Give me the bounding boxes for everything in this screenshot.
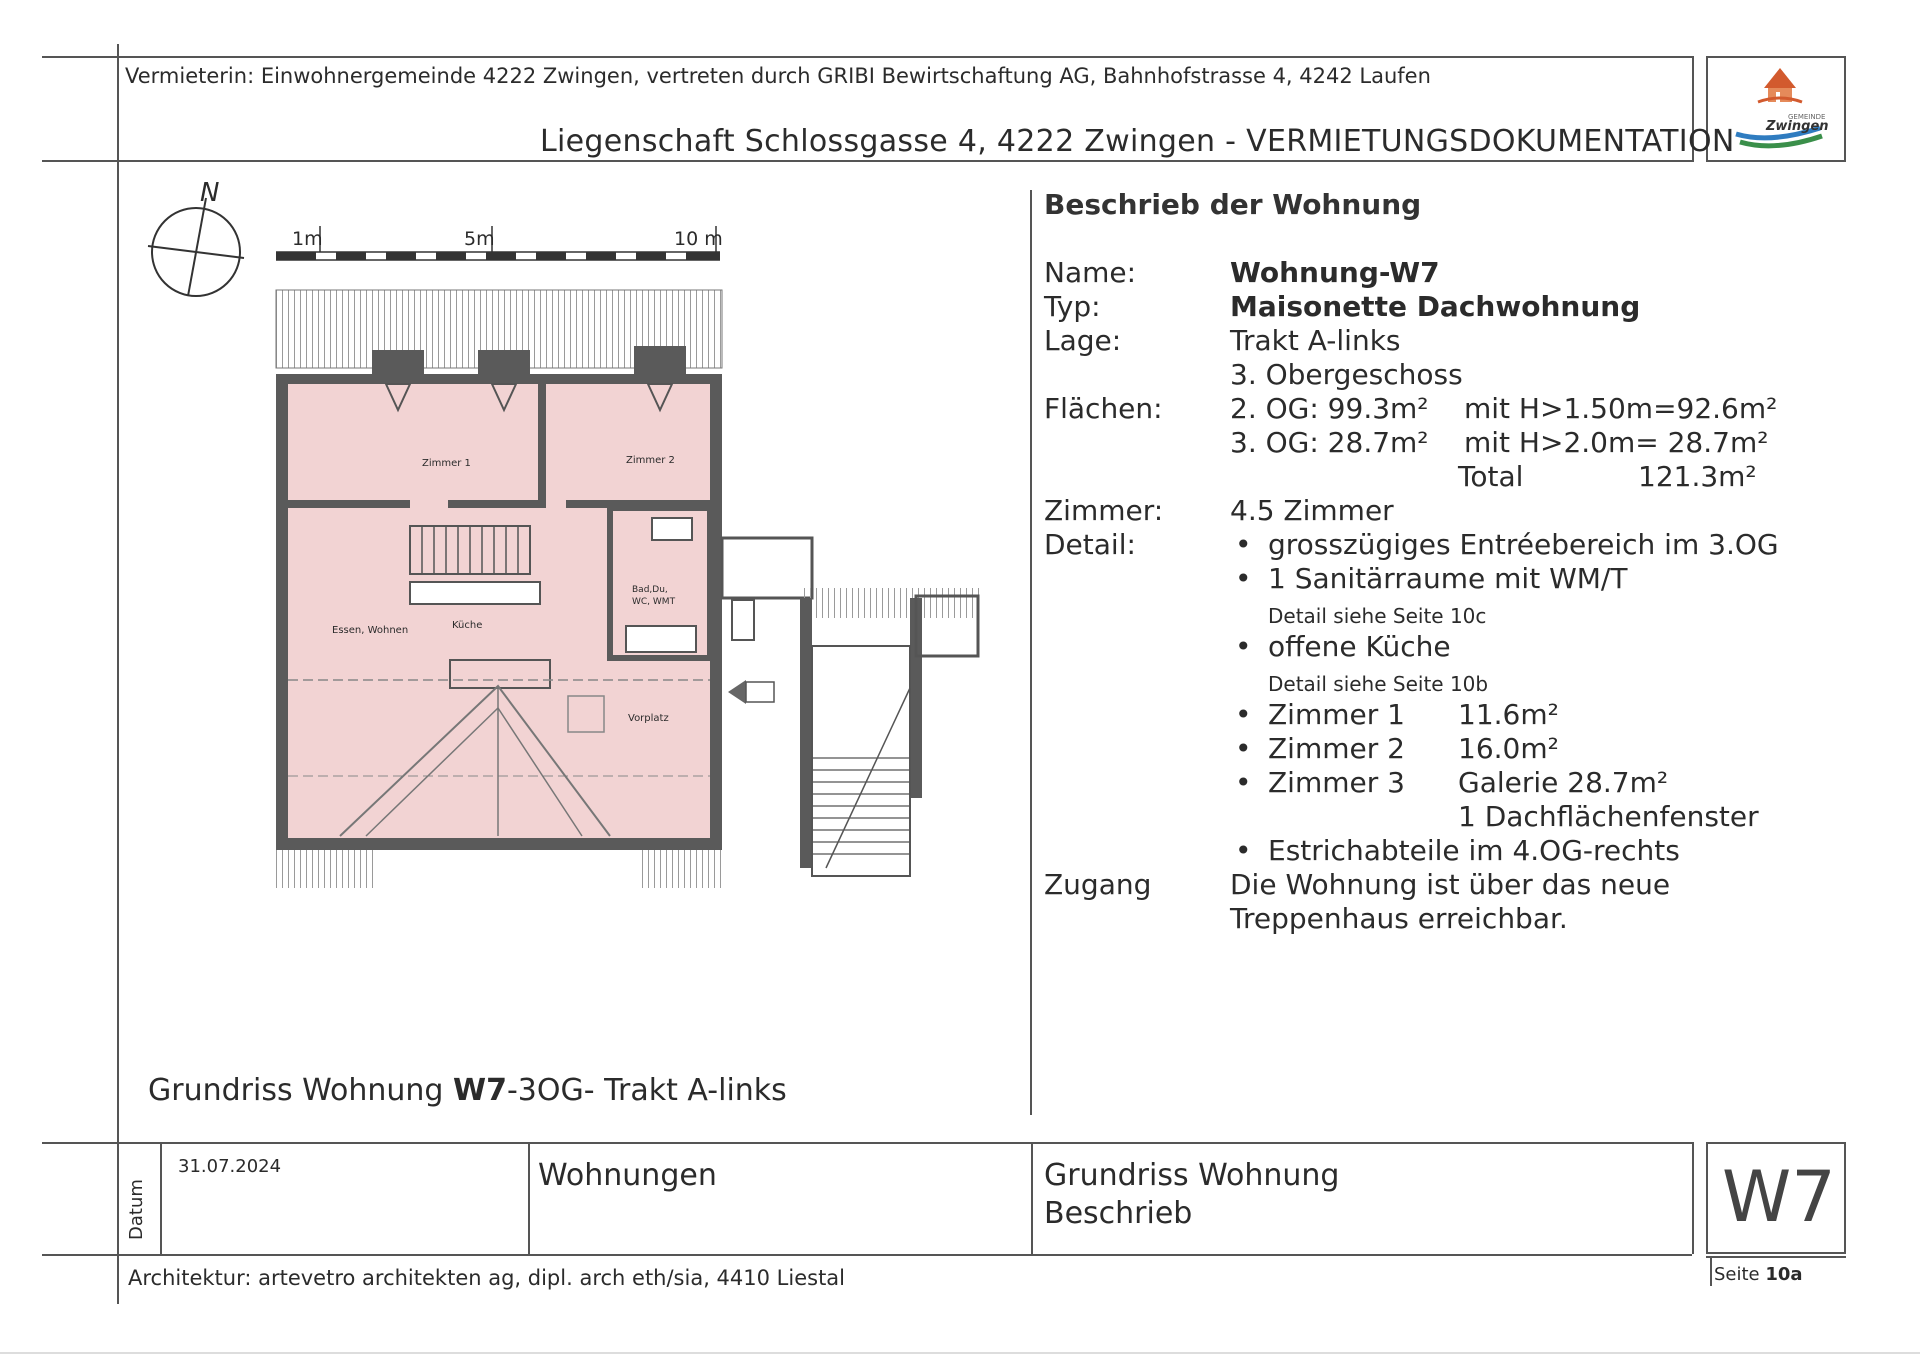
area-og3-height: mit H>2.0m= 28.7m² bbox=[1464, 426, 1769, 459]
room-label-bad: Bad,Du, WC, WMT bbox=[632, 585, 676, 607]
frame-footer-top bbox=[42, 1142, 1692, 1144]
room-label-vorplatz: Vorplatz bbox=[628, 713, 669, 724]
detail-item: grosszügiges Entréebereich im 3.OG bbox=[1268, 528, 1779, 561]
bullet: • bbox=[1235, 562, 1252, 595]
detail-item: Zimmer 1 bbox=[1268, 698, 1405, 731]
compass-icon bbox=[146, 180, 250, 304]
bullet: • bbox=[1235, 766, 1252, 799]
logo-text: Zwingen bbox=[1766, 119, 1829, 134]
area-og2-height: mit H>1.50m=92.6m² bbox=[1464, 392, 1778, 425]
landlord-line: Vermieterin: Einwohnergemeinde 4222 Zwingen, vertreten durch GRIBI Bewirtschaftung AG, Bahnhofstrasse 4, 4242 Laufen bbox=[125, 64, 1431, 88]
total-value: 121.3m² bbox=[1638, 460, 1757, 493]
room-label-zimmer1: Zimmer 1 bbox=[422, 458, 471, 469]
frame-footer-bottom bbox=[42, 1254, 1692, 1256]
name-value: Wohnung-W7 bbox=[1230, 256, 1440, 289]
page-box-left bbox=[1710, 1256, 1712, 1286]
detail-note-10c: Detail siehe Seite 10c bbox=[1268, 604, 1487, 628]
rooms-value: 4.5 Zimmer bbox=[1230, 494, 1394, 527]
plan-caption-suffix: -3OG- Trakt A-links bbox=[506, 1073, 787, 1108]
description-divider bbox=[1030, 190, 1032, 1115]
footer-col3-divider bbox=[1031, 1142, 1033, 1254]
floor-plan bbox=[270, 288, 990, 888]
detail-item: Zimmer 2 bbox=[1268, 732, 1405, 765]
frame-top-line bbox=[42, 56, 1692, 58]
detail-item: 1 Sanitärraume mit WM/T bbox=[1268, 562, 1628, 595]
total-label: Total bbox=[1458, 460, 1524, 493]
area-label: Flächen: bbox=[1044, 392, 1163, 425]
document-title: Liegenschaft Schlossgasse 4, 4222 Zwingen - VERMIETUNGSDOKUMENTATION bbox=[540, 124, 1735, 159]
frame-left-line bbox=[117, 44, 119, 1304]
north-label: N bbox=[200, 178, 220, 208]
detail-item: offene Küche bbox=[1268, 630, 1451, 663]
scale-label-10m: 10 m bbox=[674, 228, 723, 250]
date-value: 31.07.2024 bbox=[178, 1156, 282, 1177]
rooms-label: Zimmer: bbox=[1044, 494, 1164, 527]
area-og3: 3. OG: 28.7m² bbox=[1230, 426, 1429, 459]
description-heading: Beschrieb der Wohnung bbox=[1044, 188, 1422, 221]
area-og2: 2. OG: 99.3m² bbox=[1230, 392, 1429, 425]
type-value: Maisonette Dachwohnung bbox=[1230, 290, 1641, 323]
plan-caption bbox=[148, 1073, 787, 1108]
zimmer1-area: 11.6m² bbox=[1458, 698, 1559, 731]
name-label: Name: bbox=[1044, 256, 1137, 289]
detail-label: Detail: bbox=[1044, 528, 1136, 561]
access-label: Zugang bbox=[1044, 868, 1152, 901]
bullet: • bbox=[1235, 698, 1252, 731]
location-value-1: Trakt A-links bbox=[1230, 324, 1401, 357]
bullet: • bbox=[1235, 834, 1252, 867]
zimmer3-area: Galerie 28.7m² bbox=[1458, 766, 1669, 799]
room-label-kueche: Küche bbox=[452, 620, 483, 631]
type-label: Typ: bbox=[1044, 290, 1101, 323]
content-line-1: Grundriss Wohnung bbox=[1044, 1158, 1340, 1193]
bullet: • bbox=[1235, 528, 1252, 561]
page-underline bbox=[1706, 1256, 1846, 1258]
bullet: • bbox=[1235, 732, 1252, 765]
content-line-2: Beschrieb bbox=[1044, 1196, 1193, 1231]
scale-label-1m: 1m bbox=[292, 228, 323, 250]
footer-date-divider bbox=[160, 1142, 162, 1254]
bullet: • bbox=[1235, 630, 1252, 663]
page-value: 10a bbox=[1765, 1264, 1803, 1285]
detail-item: Zimmer 3 bbox=[1268, 766, 1405, 799]
category: Wohnungen bbox=[538, 1158, 717, 1193]
page-prefix: Seite bbox=[1714, 1264, 1766, 1285]
scale-bar bbox=[276, 226, 720, 266]
page-number bbox=[1714, 1264, 1803, 1285]
location-value-2: 3. Obergeschoss bbox=[1230, 358, 1463, 391]
access-line-2: Treppenhaus erreichbar. bbox=[1230, 902, 1568, 935]
scale-label-5m: 5m bbox=[464, 228, 495, 250]
location-label: Lage: bbox=[1044, 324, 1122, 357]
page-bottom-rule bbox=[0, 1352, 1920, 1354]
zimmer2-area: 16.0m² bbox=[1458, 732, 1559, 765]
date-label: Datum bbox=[126, 1179, 147, 1240]
frame-header-line bbox=[42, 160, 1692, 162]
zimmer3-extra: 1 Dachflächenfenster bbox=[1458, 800, 1759, 833]
plan-caption-prefix: Grundriss Wohnung bbox=[148, 1073, 454, 1108]
room-label-zimmer2: Zimmer 2 bbox=[626, 455, 675, 466]
footer-col2-divider bbox=[528, 1142, 530, 1254]
access-line-1: Die Wohnung ist über das neue bbox=[1230, 868, 1671, 901]
unit-code: W7 bbox=[1722, 1156, 1836, 1238]
plan-caption-unit: W7 bbox=[453, 1073, 507, 1108]
logo-small-text: GEMEINDE bbox=[1788, 113, 1826, 121]
detail-item: Estrichabteile im 4.OG-rechts bbox=[1268, 834, 1680, 867]
room-label-essen: Essen, Wohnen bbox=[332, 625, 409, 636]
detail-note-10b: Detail siehe Seite 10b bbox=[1268, 672, 1489, 696]
footer-col4-divider bbox=[1692, 1142, 1694, 1254]
municipality-logo bbox=[1730, 64, 1830, 156]
architect-line: Architektur: artevetro architekten ag, dipl. arch eth/sia, 4410 Liestal bbox=[128, 1266, 846, 1290]
